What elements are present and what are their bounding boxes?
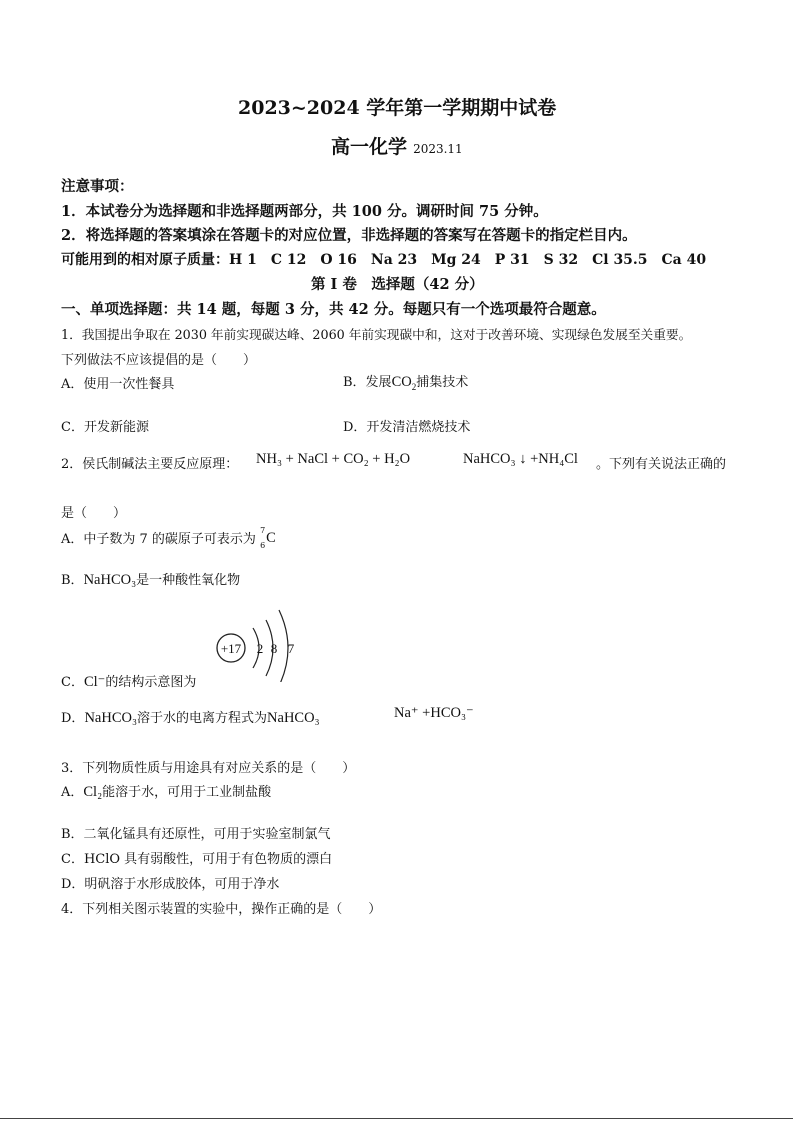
q4-stem: 4．下列相关图示装置的实验中，操作正确的是（ ） [61,902,382,917]
exam-date: 2023.11 [413,142,463,156]
section-heading: 一、单项选择题：共 14 题，每题 3 分，共 42 分。每题只有一个选项最符合题意。 [61,301,606,318]
q2-option-c-text: 的结构示意图为 [105,675,197,690]
nahco3-formula-d: NaHCO₃ [84,710,138,726]
nucleus-charge: +17 [220,641,242,656]
ionization-eq-right: Na⁺ +HCO₃⁻ [394,705,474,721]
note-item-1: 1．本试卷分为选择题和非选择题两部分，共 100 分。调研时间 75 分钟。 [61,203,548,220]
q2-stem-prefix: 2．侯氏制碱法主要反应原理： [61,457,239,472]
q3-option-c: C．HClO 具有弱酸性，可用于有色物质的漂白 [61,852,333,867]
q2-stem-line2: 是（ ） [61,506,127,521]
q3-option-a [61,781,271,801]
q3-option-a-text: 能溶于水，可用于工业制盐酸 [102,785,272,800]
electron-shell-3 [279,610,288,682]
nuclide-symbol: C [266,529,276,546]
note-item-2: 2．将选择题的答案填涂在答题卡的对应位置，非选择题的答案写在答题卡的指定栏目内。 [61,227,637,244]
notes-heading: 注意事项： [61,178,134,195]
part1-title: 第 I 卷 选择题（42 分） [311,276,484,293]
q1-option-b-prefix: B．发展 [343,375,392,390]
q2-stem-suffix: 。下列有关说法正确的 [596,457,727,472]
subject-name: 高一化学 [331,136,408,158]
q1-stem-line2: 下列做法不应该提倡的是（ ） [61,353,257,368]
q1-option-b-formula [392,374,417,390]
q2-option-d-label: D． [61,711,85,726]
q1-option-c: C．开发新能源 [61,420,149,435]
q1-option-a: A．使用一次性餐具 [61,377,175,392]
nahco3-formula: NaHCO₃ [83,572,137,588]
ionization-eq-left: NaHCO₃ [267,710,320,726]
q1-stem-line1: 1．我国提出争取在 2030 年前实现碳达峰、2060 年前实现碳中和，这对于改善环境、实现绿色发展至关重要。 [61,327,692,342]
nuclide-atomic-number: 6 [260,540,266,550]
q2-option-a [61,525,280,550]
q1-option-b [343,371,468,392]
q2-option-c-label: C． [61,675,84,690]
shell-electrons-2: 8 [270,641,278,656]
q2-option-a-text: A．中子数为 7 的碳原子可表示为 [61,532,256,547]
q3-stem: 3．下列物质性质与用途具有对应关系的是（ ） [61,761,356,776]
q2-option-b [61,569,240,589]
nuclide-mass-number: 7 [260,525,266,535]
page-bottom-rule [0,1118,793,1119]
q2-equation-left: NH₃ + NaCl + CO₂ + H₂O [256,451,411,467]
q2-option-c [61,671,196,691]
q2-option-d-text: 溶于水的电离方程式为 [137,711,268,726]
shell-electrons-3: 7 [287,641,295,656]
chloride-ion-formula: Cl⁻ [83,674,106,690]
carbon-nuclide [260,525,280,550]
q2-option-d [61,707,320,727]
q1-option-b-suffix: 捕集技术 [416,375,469,390]
co2-subscript: 2 [411,381,417,392]
q3-option-b: B．二氧化锰具有还原性，可用于实验室制氯气 [61,827,331,842]
q3-option-a-label: A． [61,785,84,800]
shell-electrons-1: 2 [256,641,264,656]
co2-formula: CO [391,374,412,390]
q2-option-b-label: B． [61,573,84,588]
q3-option-d: D．明矾溶于水形成胶体，可用于净水 [61,877,280,892]
atomic-mass-line: 可能用到的相对原子质量：H 1 C 12 O 16 Na 23 Mg 24 P 31 S 32 Cl 35.5 Ca 40 [61,252,707,268]
exam-subject [331,132,463,159]
q2-option-b-text: 是一种酸性氧化物 [136,573,241,588]
cl2-formula: Cl₂ [83,784,103,800]
q2-equation-right: NaHCO₃ ↓ +NH₄Cl [463,451,578,467]
q1-option-d: D．开发清洁燃烧技术 [343,420,471,435]
chloride-ion-structure-diagram [208,602,308,682]
exam-title: 2023~2024 学年第一学期期中试卷 [238,97,557,119]
